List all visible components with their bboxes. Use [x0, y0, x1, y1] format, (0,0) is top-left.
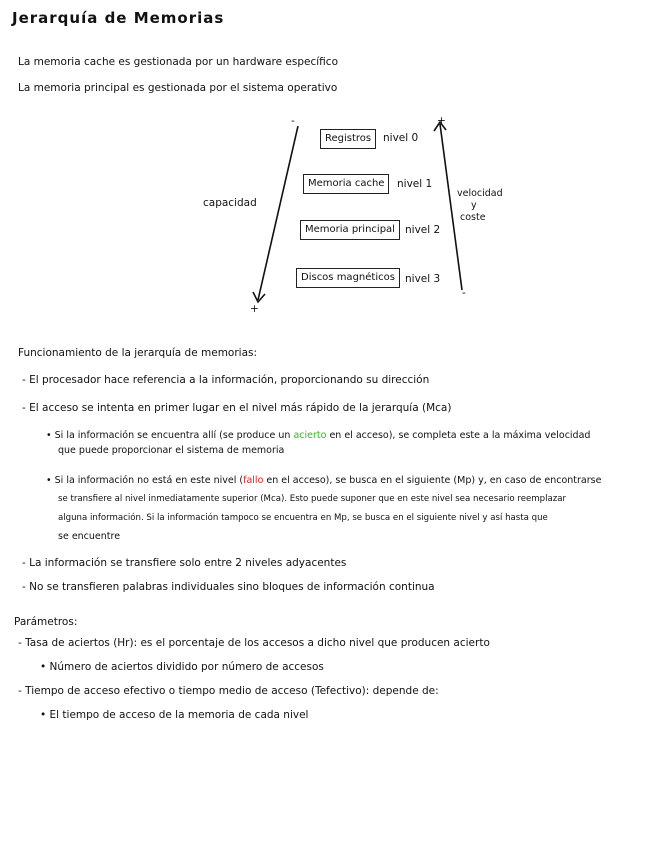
- funcionamiento-item-3: - La información se transfiere solo entre 2 niveles adyacentes: [22, 557, 347, 569]
- funcionamiento-item-4: - No se transfieren palabras individuales sino bloques de información continua: [22, 581, 435, 593]
- parametros-item-1-sub: • Número de aciertos dividido por número de accesos: [40, 661, 324, 673]
- speed-arrow-line: [440, 124, 462, 290]
- funcionamiento-subitem-miss-cont-2: alguna información. Si la información tampoco se encuentra en Mp, se busca en el siguiente nivel y así hasta que: [58, 513, 548, 523]
- funcionamiento-item-2: - El acceso se intenta en primer lugar en el nivel más rápido de la jerarquía (Mca): [22, 402, 452, 414]
- right-top-sign: +: [437, 115, 446, 127]
- parametros-item-1: - Tasa de aciertos (Hr): es el porcentaje de los accesos a dicho nivel que producen acierto: [18, 637, 490, 649]
- parametros-item-2: - Tiempo de acceso efectivo o tiempo medio de acceso (Tefectivo): depende de:: [18, 685, 439, 697]
- hit-text-b: en el acceso), se completa este a la máxima velocidad: [326, 430, 591, 441]
- level-box-principal: Memoria principal: [300, 220, 400, 240]
- funcionamiento-heading: Funcionamiento de la jerarquía de memorias:: [18, 347, 258, 359]
- funcionamiento-subitem-hit: [46, 429, 590, 443]
- left-top-sign: -: [291, 115, 295, 127]
- funcionamiento-subitem-miss-cont-1: se transfiere al nivel inmediatamente superior (Mca). Esto puede suponer que en este nivel sea necesario reemplazar: [58, 494, 567, 504]
- intro-line-1: La memoria cache es gestionada por un hardware específico: [18, 56, 338, 68]
- level-label-0: nivel 0: [383, 132, 419, 144]
- left-bottom-sign: +: [250, 303, 259, 315]
- miss-text-a: • Si la información no está en este nivel (: [46, 475, 244, 486]
- level-box-discos: Discos magnéticos: [296, 268, 400, 288]
- level-box-registros: Registros: [320, 129, 376, 149]
- miss-text-b: en el acceso), se busca en el siguiente (Mp) y, en caso de encontrarse: [263, 475, 602, 486]
- page-title: Jerarquía de Memorias: [12, 9, 225, 27]
- level-label-1: nivel 1: [397, 178, 433, 190]
- miss-word: fallo: [243, 475, 264, 486]
- capacity-label: capacidad: [203, 197, 257, 209]
- intro-line-2: La memoria principal es gestionada por el sistema operativo: [18, 82, 338, 94]
- speed-label-line3: coste: [460, 212, 486, 223]
- funcionamiento-subitem-miss-cont-3: se encuentre: [58, 531, 121, 542]
- level-label-2: nivel 2: [405, 224, 441, 236]
- hit-word: acierto: [293, 430, 327, 441]
- speed-label-line2: y: [471, 200, 477, 211]
- capacity-arrow-line: [258, 126, 298, 300]
- parametros-item-2-sub: • El tiempo de acceso de la memoria de cada nivel: [40, 709, 309, 721]
- right-bottom-sign: -: [462, 287, 466, 299]
- funcionamiento-subitem-hit-cont: que puede proporcionar el sistema de memoria: [58, 445, 285, 456]
- parametros-heading: Parámetros:: [14, 616, 78, 628]
- hit-text-a: • Si la información se encuentra allí (se produce un: [46, 430, 294, 441]
- speed-label-line1: velocidad: [457, 188, 503, 199]
- level-label-3: nivel 3: [405, 273, 441, 285]
- level-box-cache: Memoria cache: [303, 174, 389, 194]
- funcionamiento-subitem-miss: [46, 474, 601, 488]
- funcionamiento-item-1: - El procesador hace referencia a la información, proporcionando su dirección: [22, 374, 430, 386]
